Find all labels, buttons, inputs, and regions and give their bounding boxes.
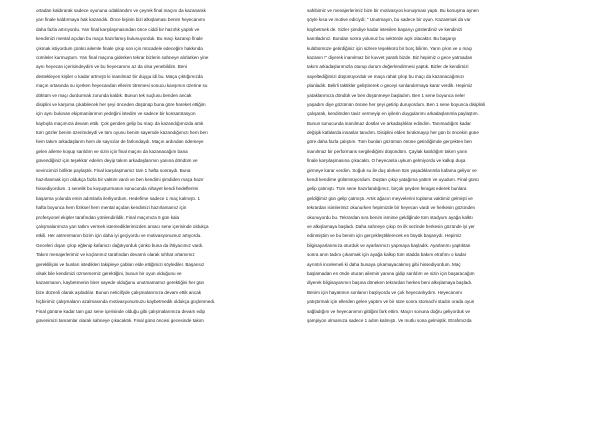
- text-line: Benim için hayatımın sonlanırı başlıyordu ve çok heyecanlıydım. Heyecanımı: [307, 289, 462, 295]
- text-line: çalışmalarımıza yarı tatlım vermek istemediklerimizden amacı sene içerisinde oldukça: [36, 223, 209, 229]
- text-line: olsak bile kendimizi üzmememiz gerektiğini, bunun bir oyun olduğunu ve: [36, 270, 182, 276]
- text-line: girmeye karar verdim. Soğuk su ile duş alırken tüm yaşadıklarımla kafama geliyor ve: [307, 167, 477, 173]
- text-line: kazanın !" diyerek inanılmaz bir kuvvet yaratlı bizde. Biz hepimiz o gece yatmadan: [307, 54, 473, 60]
- text-line: Takım menajerlerimiz ve koçlarımız tarafından devamlı olarak sıhhat ortamımız: [36, 252, 195, 258]
- text-line: ayrıntılı incelemeli ki daha bunaya çıkamayacakmış gibi hissediyordum. Maç: [307, 261, 461, 267]
- text-line: kaybetmek de. Sizler şimdiye kadar istenilen başarıyı gösterdiniz ve kendinizi: [307, 26, 463, 32]
- text-line: tekrardan isimlerimiz okunurken hepimizde bir heyecan vardı ve herkesin gözünden: [307, 205, 476, 211]
- text-line: maçın ortasında su içerken heyecandan ellerim titremesi sonucu kavşımın üzerine su: [36, 83, 208, 89]
- text-line: türrı gözler benim üzerimdeydi ve tüm oyunu benim sayemde kazandığımızı hem ben: [36, 130, 208, 136]
- text-line: disiplini ve karşıma çıkabilecek her şeyi önceden düşünüp buna göre hareket ettiğim: [36, 101, 206, 107]
- text-line: bilgisayarlarımıza oturduk ve ayarlarımızı yapmaya başladık. Ayarlarımı yaptıktan: [307, 242, 471, 248]
- text-line: inanılmaz bir performans sergilediğimi düşündüm. Çaylak katıldığım takım yarın: [307, 148, 468, 154]
- text-line: Final gününe kadar tam gaz sene içerisinde olduğu gibi çalışmalarımıza devam edip: [36, 308, 206, 314]
- text-line: gelip çatmıştı. Tüm sene hazırlandığımız, birçok şeyden feragat ederek bunlara: [307, 186, 467, 192]
- text-line: hissediyordum. 1 senelik bu koşuşturmanın sonucunda nihayet kendi hedeflerimi: [36, 186, 199, 192]
- text-line: şampiyon olmamıza sadece 1 adım kalmıştı. Ve mutlu sona gelmiştik. Etrafımızda: [307, 317, 472, 323]
- text-line: planladık. Belirli taktikler geliştirerek o geceyi sonlandırmaya karar verdik. Hepimiz: [307, 83, 473, 89]
- text-line: kanıtladınız. Bundan sonra yolunuz bu sektörde açık olacaktır. Bu başarıyı: [307, 36, 457, 42]
- text-line: gelen aileme koşup sarıldım ve sizin için final maçını da kazanacağım bana: [36, 148, 188, 154]
- text-line: başlamadan en önde oturan ailemin yanına gidip sarıldım ve sizin için başaracağım: [307, 270, 475, 276]
- text-line: sağladığım ve heyecanımın gittiğini fark ettim. Maçın sonuna doğru geliyorduk ve: [307, 308, 471, 314]
- text-line: güvenimizi tamamlar olarak sahneye çıkacaktık. Final günü öncesi gecesinde takım: [36, 317, 204, 323]
- text-line: okunuyordu bu. Tekrardan sıra benim ismime geldiğinde tüm stadyum ayağa kalktı: [307, 214, 473, 220]
- text-line: sayeltediğimizi düşünüyorduk ve maça rahat çıkıp bu maçı da kazanacağımızı: [307, 73, 465, 79]
- text-line: gereklilişini ve bunları istedikleri takipleye çabları elde ettiğimizi söylediler. Başarısız: [36, 261, 205, 267]
- right-text-column: [307, 6, 572, 325]
- text-line: cümleler kurmuştum. Yarı final maçına giderken tekrar bizlerin sahneye alırlarken yine: [36, 54, 209, 60]
- text-line: için aynı bulunan ekipmanlarımın yedeğini istedim ve sadece bir konsantrasyon: [36, 111, 196, 117]
- text-line: döktüm ve maçı durdurmak zorunda kaldık. Bunun tek suçlusu benden ancak: [36, 92, 192, 98]
- text-line: şöyle kısa ve motive ediciydi; " Unutmayın, bu sadece bir oyun. Kazanmak da var: [307, 17, 471, 23]
- text-line: kaybıyla maçımıza devam ettik. Çok geriden gelip bu maçı da kazandığımızda artık: [36, 120, 204, 126]
- text-line: Geceleri dışarı çıkıp eğlenip kafamızı dağıtıyorduk çünkü buna da ihtiyacımız vardı.: [36, 242, 204, 248]
- text-line: başarma yolunda emin adımlarla ilerliyordum. Hedefime sadece 1 maç kalmıştı. 1: [36, 195, 201, 201]
- text-line: edinmiştim ve bu benim için gerçekleştiklerecek en büyük başarıydı. Hepimiz: [307, 233, 462, 239]
- text-line: yatıştırmak için ellerden gelen yaptım ve bir süre sonra stomachi stadın orada oyun: [307, 299, 475, 305]
- text-line: kulübümüze getirdiğiniz için sizlere teşekkürü bir borç bilirim. Yarın çıkın ve o maçı: [307, 45, 473, 51]
- left-text-column: [36, 6, 301, 325]
- text-line: sevincimizi birlikte paylaştık. Final karşılaşmamız tam 1 hafta sonraydı. Buna: [36, 167, 191, 173]
- text-line: hafta boyunca hem fiziksel hem mental açıdan kendimizi hazırlamamız için: [36, 205, 187, 211]
- text-line: diyerek bilgisayarımın başına döneken tekrardan herkes beni alkışlamaya başladı.: [307, 280, 473, 286]
- text-line: takım arkadaşlarımızla oturup durum değerlendirmesi yaptık. Bizler de kendimizi: [307, 64, 469, 70]
- text-line: ortadan kaldırarak sadece oyununa odaklandım ve çeyrek final maçını da kazanarak: [36, 8, 206, 13]
- text-line: finale karşılaşmasına çıkacaktı. O heyecanla uykum gelmiyordu ve kalkıp duşa: [307, 158, 466, 164]
- text-line: destekleyen kişiler o kadar artmıştı ki inanılmaz bir duygu idi bu. Maça çıktığımızda: [36, 73, 203, 79]
- text-line: yarı finale kaldırmaya hak kazandık. Önce kişinin bizi alkışlaması benim heyecanımı: [36, 17, 206, 23]
- text-line: kazanmanın, kaybetmenin birer sayede olduğunu unutmamamız gerektiğini her gün: [36, 280, 205, 286]
- text-line: hem takım arkadaşlarım hem de sayıcılar de farkındaydı. Maçın ardından ödemeye: [36, 139, 204, 145]
- text-line: profesyonel ekipler tarafından yönlendirildik. Final maçımıza 5 gün kala: [36, 214, 180, 220]
- text-line: çıkmak istiyordum çünkü ailemle finale çıkıp son için mücadele edeceğim hakkında: [36, 45, 203, 51]
- text-line: kendi kendime gülümsüyordum. Duştan çıkıp yatağıma yattım ve uyudum. Final günü: [307, 177, 479, 183]
- text-line: etkili. Her antrenmanın bizim için daha iyi geçiyordu ve motivasyonumuz artıyordu.: [36, 233, 202, 239]
- text-line: sonra anın tadını çıkarmak için ayağa kalkıp tüm stadda bakım etrafımı o kadar: [307, 252, 467, 258]
- text-line: hiçbirimiz çalışmaların azalmasında motivasyonumuzu kaybetmedik oldukça güçlenmedi.: [36, 299, 216, 305]
- text-line: değişik kafalarda insanlar tanıdım. Disiplini elden bırakmayıp her gün bi öncekin güne: [307, 130, 479, 136]
- text-line: çalışarak, kendimden taviz vermeyip en iyilerin duygularımı arkadaşlarımla paylaştım.: [307, 111, 479, 117]
- text-line: yataklarımıza döndük ve ben düşünmeye başladım. Ben 1 sene boyunca neler: [307, 92, 465, 98]
- text-line: güvendiğiniz için teşekkür ederim deyip takım arkadaşlarımın yanına döndüm ve: [36, 158, 198, 164]
- text-line: geldiğimiz gün gelip çatmıştı. Artık ağacın meyvelerini toplama vaktimiz gelmişti ve: [307, 195, 473, 201]
- text-line: daha fazla artırıyordu. Yarı final karşılaşmasından önce ciddi bir hazırlık yaptık ve: [36, 26, 200, 32]
- text-line: aynı heyecan içerisindeydim ve bu heyecanımı az da olsa yenebildim. Beni: [36, 64, 187, 70]
- text-line: Bunun sonucunda inanılmaz dostlar ve arkadaşlıklar edindim. Tanımadığım kadar: [307, 120, 471, 126]
- text-line: ve alkışlamaya başladı. Daha sahneye çıkıp ön ilk sezinde herkesin gözünde iyi yer: [307, 223, 475, 229]
- text-line: bize düzenli olarak aşıladılar. Bunun neticillyde çalışmalarımıza devam ettik ancak: [36, 289, 202, 295]
- text-line: kendimizi mental açıdan bu maça hazırlamış bulunuyorduk. Bu maçı kazanıp finale: [36, 36, 203, 42]
- text-line: yaşadım diye gözümün önüne her şeyi getirip duruyordum. Ben 1 sene boyunca disiplinli: [307, 101, 486, 107]
- text-line: sahibimiz ve menajerlerimiz bize bir motivasyon konuşması yaptı. Bu konuşma aynen: [307, 8, 479, 13]
- text-line: hazırlanmak için oldukça fazla bir vaktim vardı ve ben kendimi şimdiden maça hazır: [36, 177, 204, 183]
- text-line: göre daha fazla çalıştım. Tüm bunları gözümün önüne getirdiğimde gerçekten ben: [307, 139, 472, 145]
